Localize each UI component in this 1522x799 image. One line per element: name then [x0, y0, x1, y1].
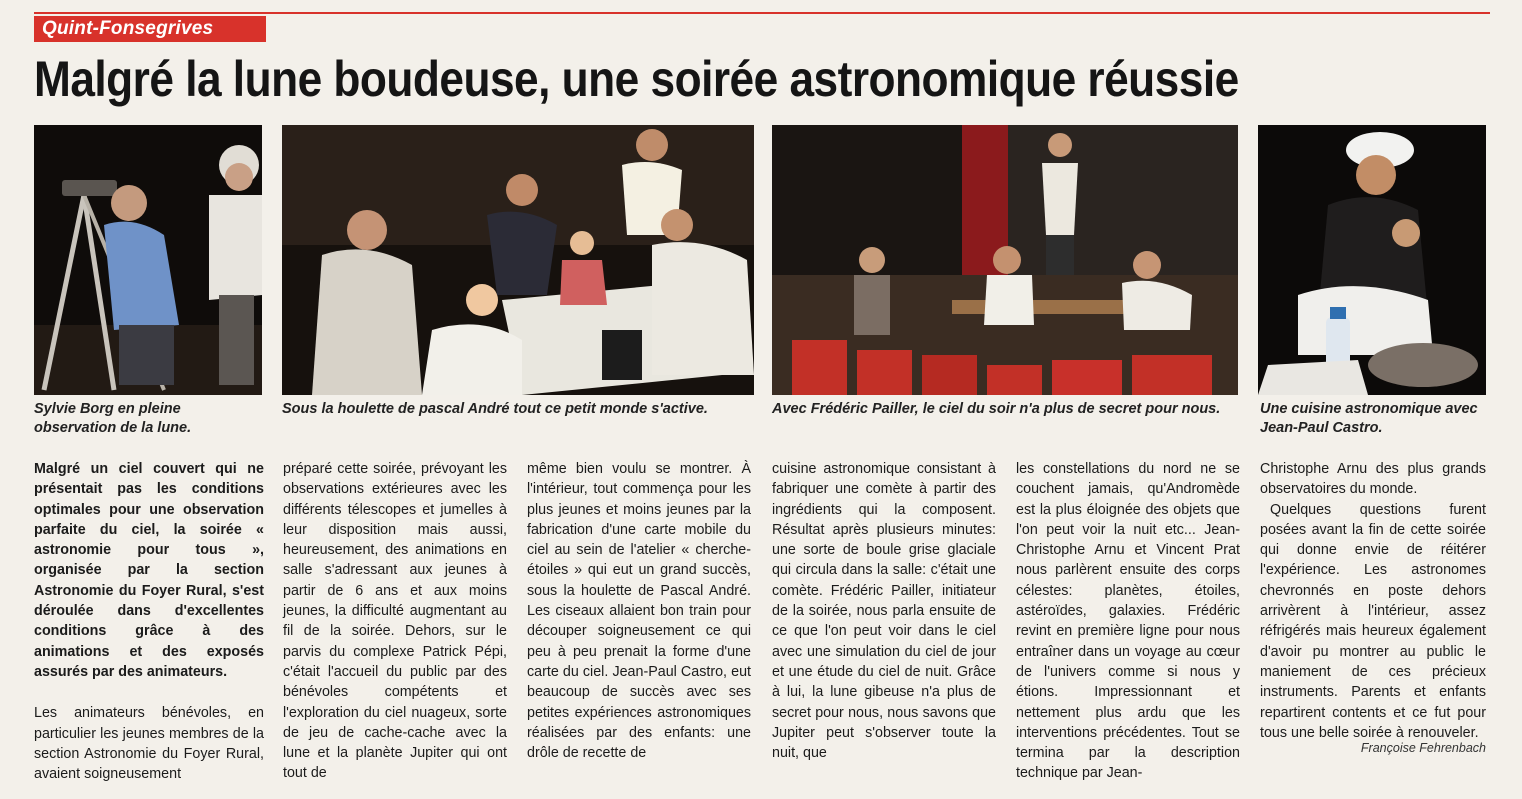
article-column-3 [527, 459, 751, 763]
article-column-4 [772, 459, 996, 763]
top-rule [34, 12, 1490, 14]
caption-photo-1: Sylvie Borg en pleine observation de la lune. [34, 401, 192, 436]
article-paragraph: Les animateurs bénévoles, en particulier les jeunes membres de la section Astronomie du Foyer Rural, avaient soigneusement [34, 705, 264, 783]
caption-photo-2: Sous la houlette de pascal André tout ce petit monde s'active. [282, 401, 708, 417]
section-tag: Quint-Fonsegrives [34, 16, 266, 42]
article-lead: Malgré un ciel couvert qui ne présentait pas les conditions optimales pour une observation parfaite du ciel, la soirée « astronomie pour tous », organisée par la section Astronomie du Foyer Rural, s'est déroulée dans d'excellentes conditions grâce à des animations et des exposés assurés par des animateurs. [34, 461, 264, 680]
article-paragraph: Christophe Arnu des plus grands observatoires du monde. [1260, 461, 1486, 498]
article-paragraph: préparé cette soirée, prévoyant les observations extérieures avec les différents télescopes et jumelles à leur disposition mais aussi, heureusement, des animations en salle s'adressant aux jeunes à partir de 6 ans et aux moins jeunes, la difficulté augmentant au fil de la soirée. Dehors, sur le parvis du complexe Patrick Pépi, c'était l'accueil du public par des bénévoles compétents et l'exploration du ciel nuageux, sorte de jeu de cache-cache avec la lune et la planète Jupiter qui ont tout de [283, 461, 507, 782]
article-paragraph: les constellations du nord ne se couchent jamais, qu'Andromède est la plus éloignée des objets que l'on peut voir la nuit etc... Jean-Christophe Arnu et Vincent Prat nous parlèrent ensuite des corps célestes: planètes, étoiles, astéroïdes, galaxies. Frédéric revint en première ligne pour nous entraîner dans un voyage au cœur de l'univers comme si nous y étions. Impressionnant et nettement plus ardu que les interventions précédentes. Tout se termina par la description technique par Jean- [1016, 461, 1240, 782]
author-signature: Françoise Fehrenbach [1360, 741, 1486, 755]
article-paragraph: Quelques questions furent posées avant la fin de cette soirée qui donne envie de réitérer l'expérience. Les astronomes chevronnés en poste dehors arrivèrent à l'intérieur, assez réfrigérés mais heureux également d'avoir pu montrer au public le maniement de ces précieux instruments. Parents et enfants repartirent contents et ce fut pour tous une belle soirée à renouveler. [1260, 501, 1486, 741]
article-column-6 [1260, 459, 1486, 743]
photo-telescope-observation [34, 125, 262, 395]
photo-astronomical-cuisine [1258, 125, 1486, 395]
article-column-1 [34, 459, 264, 784]
photo-presentation-room [772, 125, 1238, 395]
caption-photo-3: Avec Frédéric Pailler, le ciel du soir n'a plus de secret pour nous. [772, 401, 1221, 417]
article-column-2 [283, 459, 507, 784]
caption-photo-4: Une cuisine astronomique avec Jean-Paul Castro. [1260, 401, 1478, 436]
article-column-5 [1016, 459, 1240, 784]
article-paragraph: cuisine astronomique consistant à fabriquer une comète à partir des ingrédients qui la composent. Résultat après plusieurs minutes: une sorte de boule grise glaciale qui circula dans la salle: c'était une comète. Frédéric Pailler, initiateur de la soirée, nous parla ensuite de ce que l'on peut voir dans le ciel avec une simulation du ciel de jour et une étude du ciel de nuit. Grâce à lui, la lune gibeuse n'a plus de secret pour nous, nous savons que Jupiter peut s'observer toute la nuit, que [772, 461, 996, 762]
headline: Malgré la lune boudeuse, une soirée astronomique réussie [34, 51, 1239, 107]
article-paragraph: même bien voulu se montrer. À l'intérieur, tout commença pour les plus jeunes et moins jeunes par la fabrication d'une carte mobile du ciel au sein de l'atelier « cherche-étoiles » qui eut un grand succès, sous la houlette de Pascal André. Les ciseaux allaient bon train pour découper soigneusement ce qui peu à peu prenait la forme d'une carte du ciel. Jean-Paul Castro, eut beaucoup de succès avec ses petites expériences astronomiques réalisées par des enfants: une drôle de recette de [527, 461, 751, 762]
photo-star-map-workshop [282, 125, 754, 395]
